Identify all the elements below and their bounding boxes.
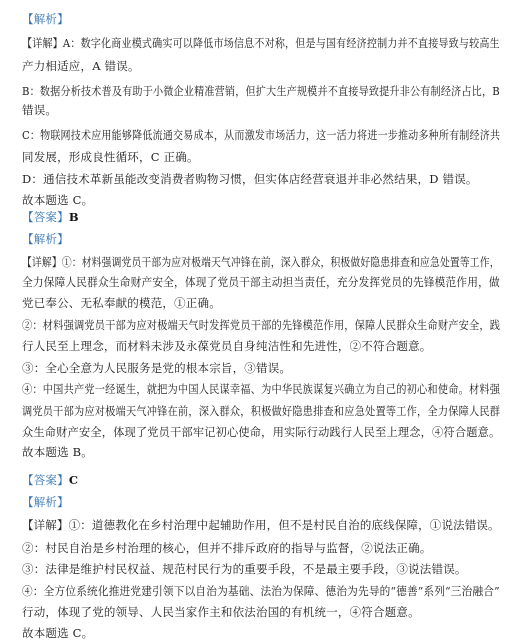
paragraph-line: C：物联网技术应用能够降低流通交易成本，从而激发市场活力，这一活力将进一步推动多种所有制经济共 xyxy=(22,128,501,142)
paragraph-line: 众生命财产安全，体现了党员干部牢记初心使命，用实际行动践行人民至上理念，④符合题意。 xyxy=(22,425,501,439)
paragraph-line: ②：村民自治是乡村治理的核心，但并不排斥政府的指导与监督，②说法正确。 xyxy=(22,541,432,555)
paragraph-line xyxy=(22,518,500,532)
paragraph-line: ②：材料强调党员干部为应对极端天气时发挥党员干部的先锋模范作用，保障人民群众生命财产安全，践 xyxy=(22,318,501,332)
paragraph-line xyxy=(22,255,500,269)
paragraph-line: ③：法律是维护村民权益、规范村民行为的重要手段，不是最主要手段，③说法错误。 xyxy=(22,562,467,576)
detail-label: 【详解】 xyxy=(22,36,63,50)
paragraph-line: 行动，体现了党的领导、人民当家作主和依法治国的有机统一，④符合题意。 xyxy=(22,605,420,619)
detail-label: 【详解】 xyxy=(22,518,69,532)
paragraph-line: 行人民至上理念，而材料未涉及永葆党员自身纯洁性和先进性，②不符合题意。 xyxy=(22,339,432,353)
line-text: ①：材料强调党员干部为应对极端天气冲锋在前，深入群众，积极做好隐患排查和应急处置等工作， xyxy=(61,255,500,269)
analysis-tag: 【解析】 xyxy=(22,12,69,26)
paragraph-line: 错误。 xyxy=(22,103,58,117)
paragraph-line: ④：全方位系统化推进党建引领下以自治为基础、法治为保障、德治为先导的“德善”系列“三治融合” xyxy=(22,584,500,598)
line-text: ①：道德教化在乡村治理中起辅助作用，但不是村民自治的底线保障，①说法错误。 xyxy=(68,518,500,532)
paragraph-line: D：通信技术革新虽能改变消费者购物习惯，但实体店经营衰退并非必然结果，D 错误。 xyxy=(22,172,478,186)
paragraph-line: 调党员干部为应对极端天气冲锋在前，深入群众，积极做好隐患排查和应急处置等工作，全力保障人民群 xyxy=(22,404,501,418)
detail-label: 【详解】 xyxy=(22,255,62,269)
answer-line xyxy=(22,210,79,224)
analysis-tag: 【解析】 xyxy=(22,495,69,509)
answer-label: 【答案】 xyxy=(22,473,69,487)
answer-line xyxy=(22,473,78,487)
paragraph-line: 全力保障人民群众生命财产安全，体现了党员干部主动担当责任，充分发挥党员的先锋模范作用，做 xyxy=(22,275,500,289)
conclusion-line: 故本题选 C。 xyxy=(22,193,94,207)
answer-value: B xyxy=(68,210,79,224)
paragraph-line: 党已奉公、无私奉献的模范，①正确。 xyxy=(22,296,221,310)
paragraph-line: ③：全心全意为人民服务是党的根本宗旨，③错误。 xyxy=(22,361,292,375)
analysis-tag: 【解析】 xyxy=(22,232,69,246)
paragraph-line: 产力相适应，A 错误。 xyxy=(22,59,140,73)
conclusion-line: 故本题选 B。 xyxy=(22,445,94,459)
paragraph-line: B：数据分析技术普及有助于小微企业精准营销，但扩大生产规模并不直接导致提升非公有制经济占比，B xyxy=(22,84,500,98)
paragraph-line: ④：中国共产党一经诞生，就把为中国人民谋幸福、为中华民族谋复兴确立为自己的初心和使命。材料强 xyxy=(22,382,501,396)
paragraph-line xyxy=(22,36,500,50)
answer-value: C xyxy=(68,473,79,487)
paragraph-line: 同发展，形成良性循环，C 正确。 xyxy=(22,150,199,164)
conclusion-line: 故本题选 C。 xyxy=(22,626,94,640)
line-text: A：数字化商业模式确实可以降低市场信息不对称，但是与国有经济控制力并不直接导致与较高生 xyxy=(62,36,500,50)
answer-label: 【答案】 xyxy=(22,210,69,224)
